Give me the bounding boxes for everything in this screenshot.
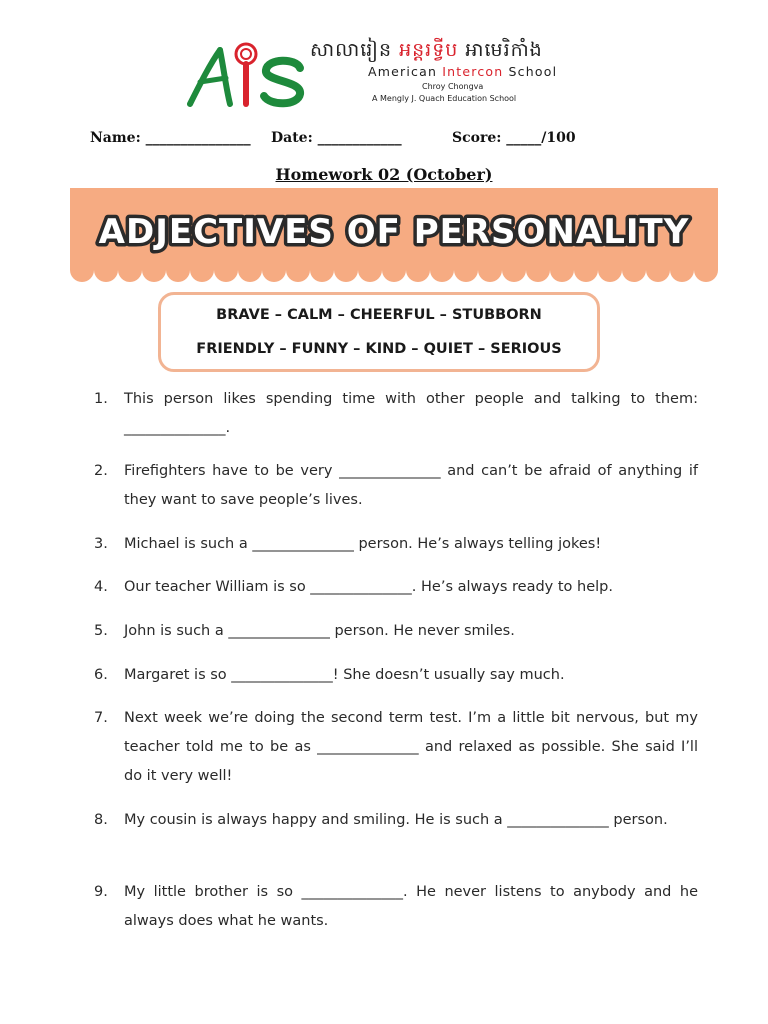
school-header: [186, 36, 606, 110]
question-1: [94, 385, 698, 443]
question-2: [94, 457, 698, 515]
question-5: [94, 617, 698, 646]
question-number: 1.: [94, 391, 108, 407]
question-text: Our teacher William is so ______________. He’s always ready to help.: [124, 579, 613, 595]
school-logo: [186, 40, 310, 108]
question-4: [94, 573, 698, 602]
question-number: 7.: [94, 710, 108, 726]
question-number: 5.: [94, 623, 108, 639]
campus-name: Chroy Chongva: [422, 82, 484, 91]
title-banner: [70, 188, 718, 284]
question-number: 8.: [94, 812, 108, 828]
homework-title: Homework 02 (October): [275, 165, 493, 184]
word-bank-line-2: FRIENDLY – FUNNY – KIND – QUIET – SERIOUS: [196, 341, 562, 357]
question-text: This person likes spending time with other people and talking to them: ______________.: [124, 391, 698, 436]
ais-logo-icon: [186, 40, 310, 108]
question-8: [94, 806, 698, 835]
word-bank-line-1: BRAVE – CALM – CHEERFUL – STUBBORN: [216, 307, 542, 323]
date-field: Date: ____________: [271, 130, 402, 146]
banner-text: ADJECTIVES OF PERSONALITY: [98, 212, 690, 252]
school-name-khmer: សាលារៀន អន្តរទ្វីប អាមេរិកាំង: [310, 39, 543, 61]
question-text: My cousin is always happy and smiling. He is such a ______________ person.: [124, 812, 668, 828]
question-number: 6.: [94, 667, 108, 683]
word-bank: [158, 292, 600, 372]
question-text: Firefighters have to be very ______________ and can’t be afraid of anything if they want to save people’s lives.: [124, 463, 698, 508]
question-number: 2.: [94, 463, 108, 479]
question-9: [94, 878, 698, 936]
question-number: 9.: [94, 884, 108, 900]
question-6: [94, 661, 698, 690]
score-field: Score: _____/100: [452, 130, 576, 146]
question-text: Margaret is so ______________! She doesn’t usually say much.: [124, 667, 565, 683]
question-text: Michael is such a ______________ person. He’s always telling jokes!: [124, 536, 602, 552]
question-number: 4.: [94, 579, 108, 595]
name-field: Name: _______________: [90, 130, 251, 146]
question-7: [94, 704, 698, 791]
school-name-english: American Intercon School: [368, 64, 558, 79]
question-3: [94, 530, 698, 559]
school-subtitle: A Mengly J. Quach Education School: [372, 94, 517, 103]
question-text: My little brother is so ______________. He never listens to anybody and he always does what he wants.: [124, 884, 698, 929]
question-text: Next week we’re doing the second term test. I’m a little bit nervous, but my teacher told me to be as ______________ and relaxed as possible. She said I’ll do it very well!: [124, 710, 698, 784]
question-text: John is such a ______________ person. He never smiles.: [124, 623, 515, 639]
question-number: 3.: [94, 536, 108, 552]
student-fields: [0, 130, 768, 150]
